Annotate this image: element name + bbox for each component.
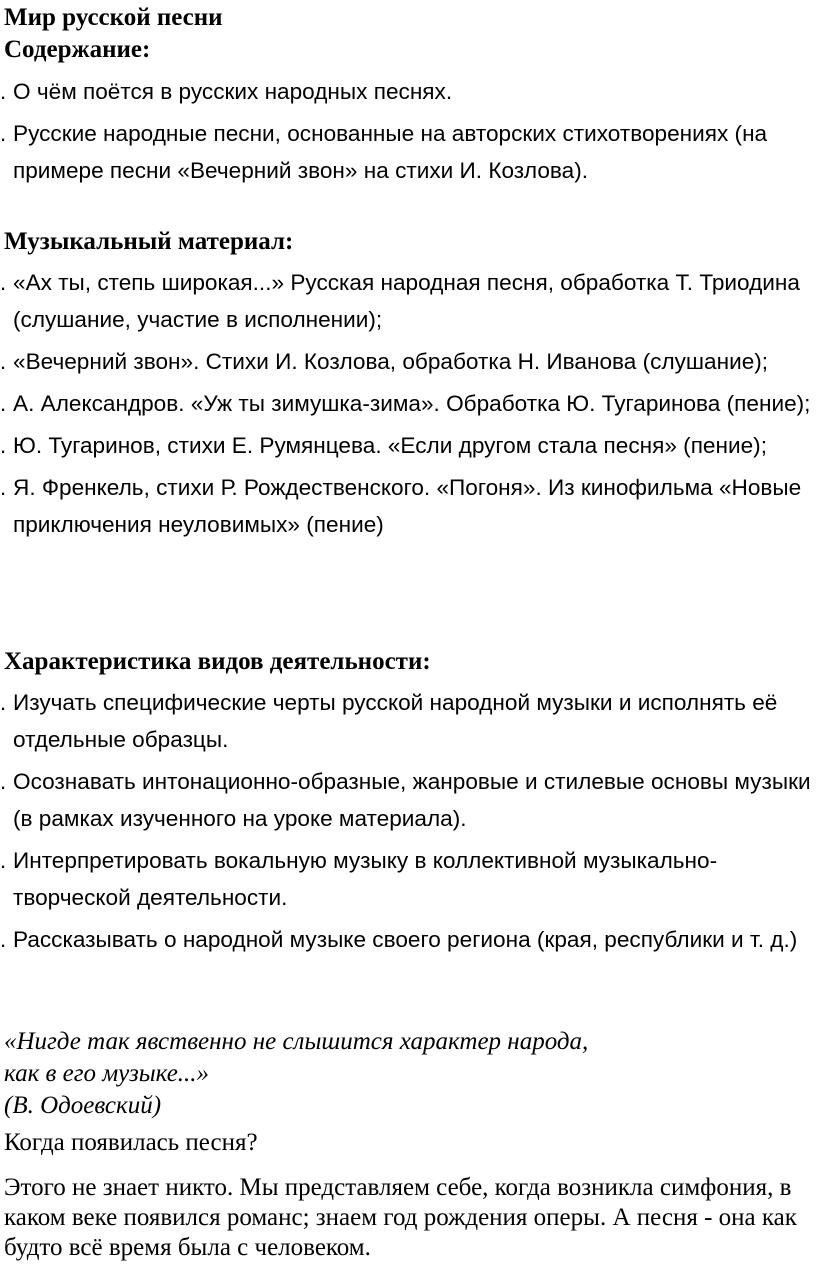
epigraph-line-1: «Нигде так явственно не слышится характер народа, (4, 1028, 589, 1055)
epigraph-author: (В. Одоевский) (4, 1092, 162, 1119)
music-material-heading: Музыкальный материал: (4, 228, 294, 255)
list-item (0, 343, 812, 380)
list-item (0, 115, 812, 189)
bullet-icon: . (0, 475, 7, 500)
activities-heading: Характеристика видов деятельности: (4, 648, 431, 675)
list-item (0, 385, 812, 422)
list-item-text: Ю. Тугаринов, стихи Е. Румянцева. «Если другом стала песня» (пение); (13, 433, 767, 458)
bullet-icon: . (0, 349, 7, 374)
list-item-text: «Ах ты, степь широкая...» Русская народная песня, обработка Т. Триодина (слушание, участие в исполнении); (13, 270, 800, 332)
activities-list (0, 684, 812, 963)
contents-heading: Содержание: (4, 36, 151, 63)
list-item-text: Рассказывать о народной музыке своего региона (края, республики и т. д.) (13, 927, 798, 952)
list-item-text: Интерпретировать вокальную музыку в коллективной музыкально-творческой деятельности. (13, 848, 718, 910)
question-text: Когда появилась песня? (4, 1129, 258, 1156)
list-item (0, 763, 812, 837)
contents-list (0, 73, 812, 194)
bullet-icon: . (0, 848, 7, 873)
list-item (0, 264, 812, 338)
body-paragraph: Этого не знает никто. Мы представляем себе, когда возникла симфония, в каком веке появился романс; знаем год рождения оперы. А песня - она как будто всё время была с человеком. (4, 1174, 797, 1261)
list-item (0, 469, 812, 543)
list-item-text: «Вечерний звон». Стихи И. Козлова, обработка Н. Иванова (слушание); (13, 349, 769, 374)
list-item (0, 842, 812, 916)
bullet-icon: . (0, 690, 7, 715)
bullet-icon: . (0, 927, 7, 952)
list-item (0, 921, 812, 958)
epigraph-line-2: как в его музыке...» (4, 1060, 210, 1087)
list-item (0, 427, 812, 464)
list-item-text: О чём поётся в русских народных песнях. (13, 79, 453, 104)
list-item (0, 73, 812, 110)
list-item-text: Русские народные песни, основанные на авторских стихотворениях (на примере песни «Вечерний звон» на стихи И. Козлова). (13, 121, 768, 183)
page-title: Мир русской песни (4, 4, 223, 31)
bullet-icon: . (0, 433, 7, 458)
music-material-list (0, 264, 812, 548)
list-item-text: Я. Френкель, стихи Р. Рождественского. «Погоня». Из кинофильма «Новые приключения неуловимых» (пение) (13, 475, 802, 537)
list-item-text: А. Александров. «Уж ты зимушка-зима». Обработка Ю. Тугаринова (пение); (13, 391, 811, 416)
list-item-text: Изучать специфические черты русской народной музыки и исполнять её отдельные образцы. (13, 690, 778, 752)
bullet-icon: . (0, 769, 7, 794)
bullet-icon: . (0, 79, 7, 104)
bullet-icon: . (0, 121, 7, 146)
bullet-icon: . (0, 270, 7, 295)
list-item-text: Осознавать интонационно-образные, жанровые и стилевые основы музыки (в рамках изученного на уроке материала). (13, 769, 811, 831)
list-item (0, 684, 812, 758)
bullet-icon: . (0, 391, 7, 416)
